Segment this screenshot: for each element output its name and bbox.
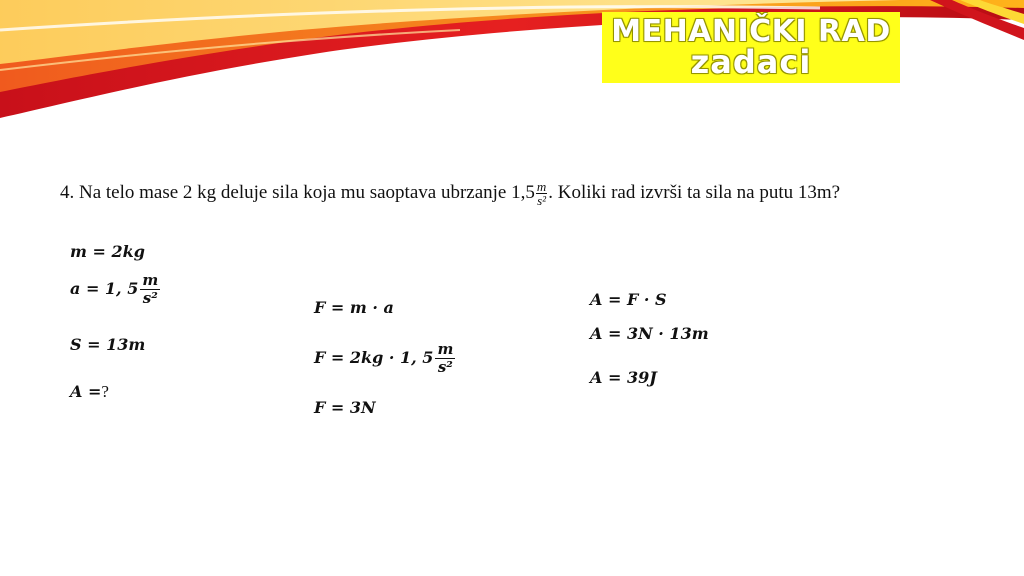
problem-text-before: 4. Na telo mase 2 kg deluje sila koja mu saoptava ubrzanje 1,5 <box>60 181 535 203</box>
force-substitution-prefix: F = 2kg · 1, 5 <box>314 348 434 367</box>
force-substitution-numerator: m <box>437 340 454 358</box>
given-acceleration-prefix: a = 1, 5 <box>70 279 139 298</box>
work-result: A = 39J <box>590 368 657 387</box>
given-mass: m = 2kg <box>70 242 145 261</box>
unknown-work <box>70 382 109 402</box>
slide-title-line2: zadaci <box>690 43 812 81</box>
given-distance: S = 13m <box>70 335 146 354</box>
force-result: F = 3N <box>314 398 376 417</box>
unknown-work-rhs: ? <box>101 382 109 401</box>
given-acceleration-numerator: m <box>142 271 159 289</box>
slide-title <box>602 12 900 83</box>
work-formula: A = F · S <box>590 290 667 309</box>
slide-title-line1: MEHANIČKI RAD <box>611 14 891 49</box>
problem-text-after: . Koliki rad izvrši ta sila na putu 13m? <box>548 181 841 203</box>
problem-fraction-denominator: s² <box>537 193 547 208</box>
work-substitution: A = 3N · 13m <box>590 324 709 343</box>
problem-statement <box>60 180 840 207</box>
problem-fraction-numerator: m <box>536 179 547 194</box>
force-substitution-denominator: s² <box>437 358 453 376</box>
given-acceleration-denominator: s² <box>142 289 158 307</box>
given-acceleration-fraction <box>140 272 160 307</box>
force-substitution-fraction <box>435 341 455 376</box>
force-substitution <box>314 341 455 376</box>
given-acceleration <box>70 272 160 307</box>
unknown-work-lhs: A = <box>70 382 102 401</box>
problem-fraction <box>536 180 547 207</box>
force-formula: F = m · a <box>314 298 394 317</box>
